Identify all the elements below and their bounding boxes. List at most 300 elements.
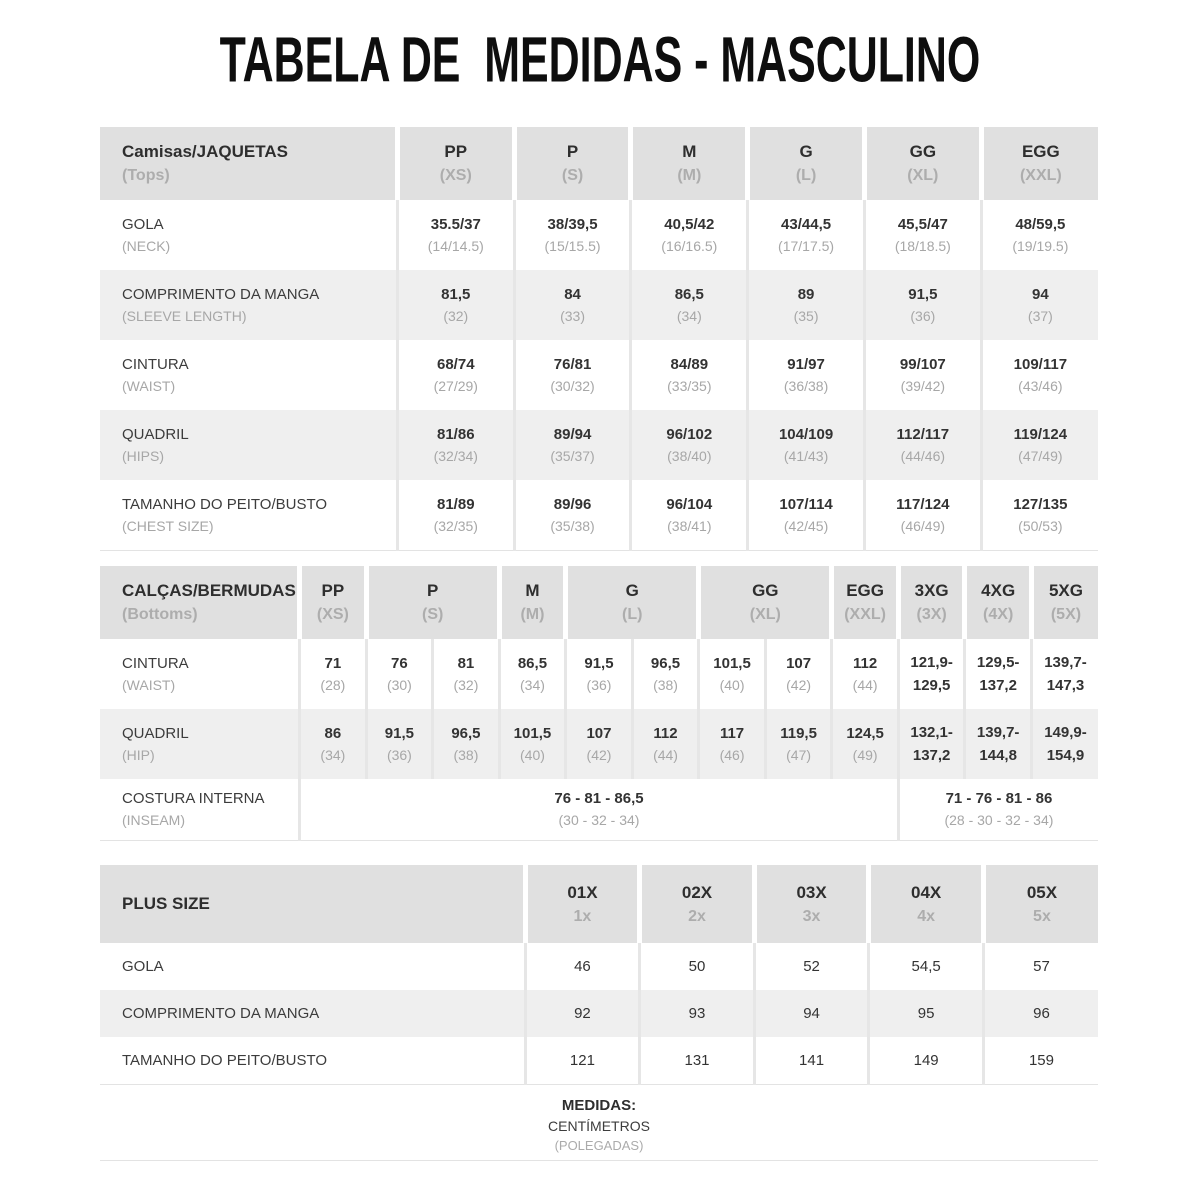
value-cm: 81	[457, 654, 475, 672]
value-inches: (34)	[520, 676, 545, 693]
value-cell	[898, 639, 965, 709]
value-cm: 89	[797, 286, 815, 303]
value-inches: (32)	[453, 676, 479, 693]
table-row	[100, 200, 1098, 270]
value-cell	[640, 990, 755, 1037]
value-inches: (34)	[676, 308, 702, 324]
row-label-cell	[100, 270, 397, 340]
value-cell	[748, 480, 865, 550]
value-cell	[300, 779, 899, 841]
value-inches: (42)	[786, 676, 812, 693]
value-cm: 84/89	[670, 356, 709, 373]
value-inches: (38/40)	[667, 448, 712, 464]
value-cm: 54,5	[911, 958, 941, 975]
value-cm: 50	[688, 958, 706, 975]
table-title-cell	[100, 566, 300, 639]
value-cm: 76	[391, 654, 408, 672]
value-cm: 124,5	[846, 724, 884, 742]
header-row	[100, 566, 1098, 639]
value-cell	[983, 1037, 1098, 1084]
value-cm: 107	[786, 654, 812, 672]
value-inches: (36)	[586, 676, 612, 693]
value-cell	[433, 709, 500, 779]
value-cell	[566, 639, 633, 709]
value-cell	[765, 709, 832, 779]
value-inches: (36)	[910, 308, 936, 324]
value-cm: 86,5	[674, 286, 704, 303]
size-code: PP	[444, 142, 468, 161]
note-title: MEDIDAS:	[561, 1096, 637, 1114]
value-cm: 96/102	[666, 426, 713, 443]
table-row	[100, 709, 1098, 779]
bottoms-size-table	[100, 566, 1098, 842]
table-title-cell	[100, 865, 525, 943]
value-cm: 127/135	[1013, 495, 1068, 513]
value-inches: (32/34)	[433, 448, 478, 464]
value-cell	[983, 990, 1098, 1037]
size-alt-code: (L)	[795, 167, 817, 184]
size-column-header	[397, 127, 514, 200]
size-alt-code: 5x	[1033, 907, 1051, 925]
row-label-cell	[100, 709, 300, 779]
row-label: GOLA	[122, 216, 164, 233]
size-code: 04X	[911, 882, 942, 902]
value-cell	[864, 480, 981, 550]
value-cell	[631, 340, 748, 410]
value-cm: 81,5	[441, 286, 471, 303]
value-cm: 112	[653, 724, 678, 742]
size-column-header	[981, 127, 1098, 200]
value-cm: 76 - 81 - 86,5	[554, 790, 644, 808]
size-alt-code: (S)	[421, 605, 444, 623]
value-cell	[748, 200, 865, 270]
size-alt-code: (XXL)	[844, 605, 886, 623]
row-label: CINTURA	[122, 654, 189, 672]
size-alt-code: (L)	[622, 605, 643, 623]
size-column-header	[640, 865, 755, 943]
value-cell	[981, 480, 1098, 550]
value-cell	[631, 200, 748, 270]
value-cm: 95	[917, 1005, 935, 1022]
value-cm: 104/109	[778, 426, 834, 443]
value-inches: (16/16.5)	[661, 238, 718, 254]
value-cell	[499, 639, 566, 709]
value-inches: (33)	[560, 308, 585, 324]
size-chart-content	[100, 127, 1098, 1161]
size-code: 5XG	[1048, 580, 1083, 600]
value-cell	[525, 1037, 640, 1084]
size-code: EGG	[1021, 142, 1060, 161]
value-cm: 96/104	[666, 495, 713, 513]
value-cm: 149	[913, 1051, 939, 1069]
value-inches: (30)	[386, 676, 412, 693]
size-code: G	[625, 580, 639, 600]
size-code: 01X	[567, 882, 598, 902]
value-cell	[1031, 709, 1098, 779]
value-cell	[514, 340, 631, 410]
size-code: GG	[752, 580, 779, 600]
value-inches: (36)	[386, 746, 412, 763]
value-cell	[631, 480, 748, 550]
value-cm: 119,5	[780, 724, 817, 742]
size-column-header	[754, 865, 869, 943]
note-centimeters: CENTÍMETROS	[548, 1117, 650, 1134]
size-code: 03X	[796, 882, 827, 902]
value-cm: 76/81	[553, 356, 592, 373]
value-cell	[748, 340, 865, 410]
size-column-header	[864, 127, 981, 200]
value-cm: 96,5	[650, 654, 681, 672]
row-sublabel: (SLEEVE LENGTH)	[122, 308, 247, 324]
value-cm: 48/59,5	[1015, 216, 1066, 233]
value-inches: (46/49)	[900, 517, 946, 534]
value-cell	[898, 779, 1098, 841]
value-inches: (34)	[320, 746, 346, 763]
value-cell	[864, 410, 981, 480]
table-title: Camisas/JAQUETAS	[122, 142, 288, 161]
value-cm: 129,5	[912, 676, 951, 694]
size-column-header	[748, 127, 865, 200]
value-cm: 159	[1028, 1051, 1054, 1069]
value-inches: (35)	[793, 308, 819, 324]
value-cm: 71	[324, 654, 342, 672]
size-column-header	[898, 566, 965, 639]
value-inches: (38)	[453, 746, 479, 763]
plus-size-table	[100, 865, 1098, 1085]
value-cm: 99/107	[899, 356, 946, 373]
row-label: COMPRIMENTO DA MANGA	[122, 1005, 320, 1022]
size-code: M	[682, 142, 697, 161]
size-column-header	[366, 566, 499, 639]
value-inches: (44/46)	[900, 448, 946, 464]
size-column-header	[514, 127, 631, 200]
size-code: PP	[321, 580, 345, 600]
row-sublabel: (INSEAM)	[122, 812, 185, 829]
value-cm: 91,5	[584, 654, 614, 672]
value-cm: 109/117	[1013, 356, 1068, 373]
value-inches: (35/37)	[550, 448, 595, 464]
value-cm: 119/124	[1013, 426, 1068, 443]
value-inches: (38/41)	[667, 517, 712, 534]
table-row	[100, 990, 1098, 1037]
size-alt-code: (XS)	[439, 167, 472, 184]
value-inches: (50/53)	[1018, 517, 1063, 534]
value-inches: (39/42)	[900, 378, 946, 394]
size-alt-code: 4x	[917, 907, 936, 925]
header-row	[100, 865, 1098, 943]
size-column-header	[631, 127, 748, 200]
size-column-header	[525, 865, 640, 943]
size-alt-code: 2x	[688, 907, 706, 925]
table-title-cell	[100, 127, 397, 200]
size-column-header	[869, 865, 984, 943]
value-inches: (44)	[852, 676, 878, 693]
value-cell	[869, 990, 984, 1037]
value-cm: 101,5	[513, 724, 552, 742]
row-label-cell	[100, 990, 525, 1037]
value-cm: 96	[1033, 1005, 1050, 1022]
value-inches: (47)	[786, 746, 812, 763]
value-cm: 91,5	[908, 286, 938, 303]
value-inches: (28 - 30 - 32 - 34)	[944, 812, 1054, 829]
value-inches: (43/46)	[1018, 378, 1063, 394]
tops-size-table	[100, 127, 1098, 551]
size-column-header	[699, 566, 832, 639]
value-cm: 144,8	[979, 746, 1017, 764]
size-alt-code: (XL)	[907, 167, 939, 184]
size-code: 02X	[681, 882, 713, 902]
row-label-cell	[100, 340, 397, 410]
value-cell	[397, 200, 514, 270]
size-alt-code: (S)	[561, 167, 584, 184]
size-alt-code: 1x	[573, 907, 592, 925]
value-cm: 94	[803, 1005, 820, 1022]
value-cm: 154,9	[1046, 746, 1085, 764]
value-cell	[366, 639, 433, 709]
value-cell	[1031, 639, 1098, 709]
row-label: COSTURA INTERNA	[122, 790, 265, 808]
row-label-cell	[100, 1037, 525, 1084]
value-cm: 149,9-	[1044, 723, 1087, 741]
value-cm: 141	[799, 1051, 825, 1069]
value-cm: 117	[719, 724, 745, 742]
value-cell	[699, 639, 766, 709]
value-cm: 107	[586, 724, 612, 742]
value-cm: 84	[564, 286, 581, 303]
value-inches: (40)	[520, 746, 545, 763]
value-cell	[765, 639, 832, 709]
value-cm: 139,7-	[1044, 653, 1087, 671]
value-cell	[514, 480, 631, 550]
value-cm: 147,3	[1046, 676, 1085, 694]
row-sublabel: (WAIST)	[122, 378, 176, 394]
note-inches: (POLEGADAS)	[554, 1137, 644, 1153]
value-cell	[748, 270, 865, 340]
size-alt-code: (4X)	[983, 605, 1014, 623]
value-cm: 89/94	[553, 426, 592, 443]
value-inches: (27/29)	[433, 378, 478, 394]
page-title: TABELA DE MEDIDAS - MASCULINO	[219, 24, 981, 96]
value-inches: (33/35)	[667, 378, 712, 394]
value-inches: (49)	[852, 746, 878, 763]
value-cell	[983, 943, 1098, 990]
size-code: 05X	[1026, 882, 1058, 902]
value-cm: 86,5	[517, 654, 548, 672]
value-cell	[869, 1037, 984, 1084]
row-sublabel: (HIPS)	[122, 448, 164, 464]
value-cm: 57	[1033, 958, 1050, 975]
value-cm: 89/96	[553, 495, 592, 513]
value-cell	[631, 410, 748, 480]
value-inches: (35/38)	[550, 517, 595, 534]
value-cm: 112/117	[896, 426, 950, 443]
value-inches: (30 - 32 - 34)	[558, 812, 640, 829]
value-cm: 92	[574, 1005, 591, 1022]
value-inches: (32)	[443, 308, 469, 324]
value-inches: (17/17.5)	[778, 238, 835, 254]
value-cm: 91/97	[787, 356, 825, 373]
size-column-header	[832, 566, 899, 639]
table-title: PLUS SIZE	[122, 894, 210, 913]
size-code: EGG	[846, 580, 884, 600]
value-cm: 46	[574, 958, 591, 975]
value-cm: 81/86	[437, 426, 475, 443]
table-row	[100, 410, 1098, 480]
value-cm: 68/74	[437, 356, 475, 373]
value-cell	[640, 1037, 755, 1084]
row-label: TAMANHO DO PEITO/BUSTO	[122, 1051, 328, 1069]
size-code: G	[799, 142, 813, 161]
row-label: QUADRIL	[122, 426, 189, 443]
size-column-header	[566, 566, 699, 639]
table-row	[100, 1037, 1098, 1084]
size-column-header	[499, 566, 566, 639]
value-inches: (14/14.5)	[427, 238, 484, 254]
value-inches: (30/32)	[550, 378, 595, 394]
value-cell	[566, 709, 633, 779]
value-inches: (15/15.5)	[544, 238, 601, 254]
value-inches: (32/35)	[433, 517, 478, 534]
size-column-header	[1031, 566, 1098, 639]
value-inches: (42/45)	[783, 517, 829, 534]
value-cm: 132,1-	[910, 723, 953, 741]
value-cm: 139,7-	[976, 723, 1020, 741]
row-sublabel: (NECK)	[122, 238, 171, 254]
table-subtitle: (Bottoms)	[122, 605, 198, 623]
row-label-cell	[100, 943, 525, 990]
value-cm: 45,5/47	[897, 216, 948, 233]
row-label: QUADRIL	[122, 724, 189, 742]
value-cm: 43/44,5	[781, 216, 832, 233]
value-cm: 81/89	[437, 495, 475, 513]
row-sublabel: (CHEST SIZE)	[122, 517, 214, 534]
value-cell	[397, 480, 514, 550]
row-label-cell	[100, 480, 397, 550]
size-alt-code: (XS)	[316, 605, 349, 623]
size-alt-code: (M)	[520, 605, 545, 623]
value-cm: 40,5/42	[664, 216, 715, 233]
value-inches: (44)	[653, 746, 678, 763]
value-cell	[898, 709, 965, 779]
value-inches: (38)	[653, 676, 678, 693]
value-cell	[397, 340, 514, 410]
value-inches: (36/38)	[783, 378, 829, 394]
value-cell	[981, 340, 1098, 410]
value-cell	[864, 200, 981, 270]
value-cell	[631, 270, 748, 340]
value-cell	[514, 270, 631, 340]
value-cm: 137,2	[979, 676, 1017, 694]
value-cell	[632, 639, 699, 709]
table-row	[100, 480, 1098, 550]
value-cell	[397, 410, 514, 480]
value-cell	[832, 709, 899, 779]
value-cell	[514, 200, 631, 270]
value-cm: 71 - 76 - 81 - 86	[945, 790, 1053, 808]
size-alt-code: (3X)	[916, 605, 947, 623]
value-cm: 91,5	[384, 724, 414, 742]
row-label: TAMANHO DO PEITO/BUSTO	[122, 495, 328, 513]
value-inches: (19/19.5)	[1012, 238, 1069, 254]
value-cm: 35.5/37	[430, 216, 481, 233]
value-cm: 38/39,5	[547, 216, 598, 233]
table-row	[100, 639, 1098, 709]
value-inches: (37)	[1027, 308, 1053, 324]
value-inches: (18/18.5)	[894, 238, 951, 254]
size-code: GG	[909, 142, 937, 161]
value-cm: 52	[803, 958, 820, 975]
title-area	[0, 0, 1200, 127]
value-cell	[525, 943, 640, 990]
row-label-cell	[100, 410, 397, 480]
table-row	[100, 943, 1098, 990]
value-cm: 94	[1032, 286, 1049, 303]
row-label-cell	[100, 639, 300, 709]
size-code: P	[566, 142, 579, 161]
size-code: M	[525, 580, 540, 600]
row-label: CINTURA	[122, 356, 189, 373]
value-inches: (40)	[719, 676, 745, 693]
value-cell	[699, 709, 766, 779]
size-alt-code: (XXL)	[1019, 167, 1062, 184]
value-cell	[965, 709, 1032, 779]
value-cell	[832, 639, 899, 709]
value-cell	[433, 639, 500, 709]
table-row	[100, 340, 1098, 410]
value-cell	[632, 709, 699, 779]
value-cm: 107/114	[779, 495, 833, 513]
value-inches: (42)	[586, 746, 612, 763]
value-cell	[864, 270, 981, 340]
value-cell	[754, 1037, 869, 1084]
value-cm: 112	[853, 654, 878, 672]
size-column-header	[965, 566, 1032, 639]
value-cell	[981, 200, 1098, 270]
value-cell	[748, 410, 865, 480]
value-cell	[640, 943, 755, 990]
value-inches: (47/49)	[1018, 448, 1063, 464]
value-cm: 137,2	[912, 746, 951, 764]
size-column-header	[983, 865, 1098, 943]
value-cell	[366, 709, 433, 779]
value-cm: 101,5	[713, 654, 751, 672]
value-inches: (46)	[719, 746, 745, 763]
value-cell	[300, 709, 367, 779]
value-cell	[981, 410, 1098, 480]
size-code: P	[426, 580, 439, 600]
value-cm: 117/124	[896, 495, 950, 513]
table-row	[100, 270, 1098, 340]
value-inches: (28)	[320, 676, 346, 693]
table-subtitle: (Tops)	[122, 167, 170, 184]
value-cell	[300, 639, 367, 709]
value-cell	[981, 270, 1098, 340]
table-row	[100, 779, 1098, 841]
value-cm: 86	[324, 724, 342, 742]
size-alt-code: 3x	[802, 907, 821, 925]
row-label: COMPRIMENTO DA MANGA	[122, 286, 320, 303]
row-label-cell	[100, 200, 397, 270]
value-cell	[499, 709, 566, 779]
size-alt-code: (M)	[677, 167, 702, 184]
value-cm: 93	[688, 1005, 706, 1022]
value-cm: 121	[569, 1051, 595, 1069]
header-row	[100, 127, 1098, 200]
value-cell	[525, 990, 640, 1037]
value-cell	[864, 340, 981, 410]
value-cell	[514, 410, 631, 480]
row-sublabel: (WAIST)	[122, 676, 176, 693]
